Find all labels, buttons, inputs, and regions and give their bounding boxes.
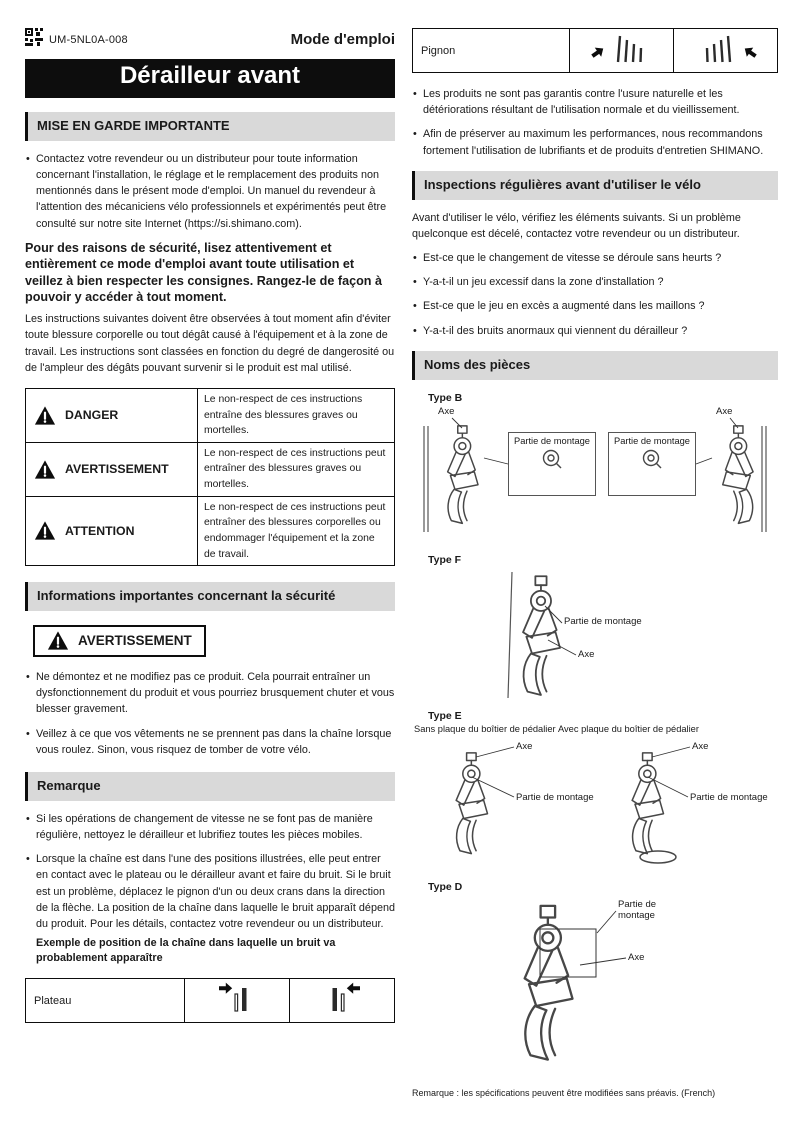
- remarque-bullet-text: Lorsque la chaîne est dans l'une des positions illustrées, elle peut entrer en contact avec le plateau ou le dérailleur avant et faire du bruit. Si le bruit est un problème, déplacez le pignon d'un ou deux crans dans la direction de la flèche. La position de la chaîne dans laquelle le bruit apparaît dépend du produit. Pour les détails, contactez votre revendeur ou un distributeur.: [36, 853, 395, 930]
- clamp-icon: [539, 447, 565, 473]
- avertissement-box-label: AVERTISSEMENT: [78, 633, 192, 648]
- mounting-part-box: [608, 432, 696, 496]
- section-mise-en-garde: MISE EN GARDE IMPORTANTE: [25, 112, 395, 141]
- mise-en-garde-bullet: • Contactez votre revendeur ou un distributeur pour toute information concernant l'installation, le réglage et le remplacement des produits non mentionnés dans le présent mode d'emploi. Un manuel du revendeur à l'attention des mécaniciens vélo professionnels et expérimentés peut être consulté sur notre site Internet (https://si.shimano.com).: [25, 151, 395, 232]
- pignon-example-cell-2: [674, 29, 778, 73]
- securite-bullets: [25, 669, 395, 758]
- inspection-bullet: • Est-ce que le jeu en excès a augmenté dans les maillons ?: [412, 298, 778, 314]
- mounting-part-label: Partie de montage: [514, 435, 590, 446]
- type-e-art: [412, 737, 778, 875]
- footer-note: Remarque : les spécifications peuvent être modifiées sans préavis. (French): [412, 1088, 716, 1098]
- type-e-subtitle-left: Sans plaque du boîtier de pédalier: [414, 723, 556, 734]
- remarque-bullets: [25, 811, 395, 967]
- inspection-bullet: • Y-a-t-il des bruits anormaux qui viennent du dérailleur ?: [412, 323, 778, 339]
- warranty-bullets: [412, 86, 778, 159]
- warning-triangle-icon: [34, 459, 56, 480]
- severity-label-cell: [26, 496, 198, 565]
- left-column: [25, 28, 395, 1023]
- inspection-bullet: • Y-a-t-il un jeu excessif dans la zone d'installation ?: [412, 274, 778, 290]
- type-e-diagram: [412, 737, 778, 875]
- mounting-part-label: Partie de montage: [516, 791, 594, 803]
- page-title: Dérailleur avant: [25, 59, 395, 98]
- warranty-bullet: • Afin de préserver au maximum les performances, nous recommandons fortement l'utilisation de lubrifiants et de produits d'entretien SHIMANO.: [412, 126, 778, 158]
- document-id: UM-5NL0A-008: [49, 33, 128, 46]
- type-d-art: [412, 895, 778, 1073]
- type-f-art: [412, 568, 778, 704]
- qr-code-icon: [25, 28, 43, 51]
- pignon-example-cell-1: [570, 29, 674, 73]
- securite-bullet: • Ne démontez et ne modifiez pas ce produit. Cela pourrait entraîner un dysfonctionnement du produit et vous pourriez brusquement chuter et vous blesser gravement.: [25, 669, 395, 718]
- cassette-diagram-icon: [586, 30, 658, 66]
- mise-en-garde-bullets: [25, 151, 395, 232]
- avertissement-box: [33, 625, 206, 657]
- severity-text-cell: Le non-respect de ces instructions entraîne des blessures graves ou mortelles.: [198, 389, 395, 443]
- type-f-diagram: [412, 568, 778, 704]
- severity-label: DANGER: [65, 408, 119, 423]
- section-noms-pieces: Noms des pièces: [412, 351, 778, 380]
- warning-triangle-icon: [47, 630, 69, 651]
- severity-row-attention: [26, 496, 395, 565]
- pignon-table: [412, 28, 778, 73]
- remarque-example-heading: Exemple de position de la chaîne dans laquelle un bruit va probablement apparaître: [36, 937, 336, 965]
- type-f-label: Type F: [428, 553, 462, 566]
- securite-bullet: • Veillez à ce que vos vêtements ne se prennent pas dans la chaîne lorsque vous roulez. Sinon, vous risquez de tomber de votre vélo.: [25, 726, 395, 758]
- severity-label-cell: [26, 442, 198, 496]
- type-e-subtitle-right: Avec plaque du boîtier de pédalier: [558, 723, 699, 734]
- plateau-row: [26, 979, 395, 1023]
- inspections-bullets: [412, 250, 778, 339]
- plateau-example-cell-1: [185, 979, 290, 1023]
- chainring-diagram-icon: [306, 981, 378, 1015]
- type-e-subtitles: [412, 724, 778, 737]
- axe-label: Axe: [716, 405, 733, 417]
- axe-label: Axe: [516, 740, 533, 752]
- remarque-bullet: • Si les opérations de changement de vitesse ne se font pas de manière régulière, nettoyez le dérailleur et lubrifiez toutes les pièces mobiles.: [25, 811, 395, 843]
- severity-table: [25, 388, 395, 566]
- mounting-part-label: Partie de montage: [564, 615, 642, 627]
- document-type: Mode d'emploi: [290, 31, 395, 48]
- severity-text-cell: Le non-respect de ces instructions peut entraîner des blessures graves ou mortelles.: [198, 442, 395, 496]
- pignon-label-cell: Pignon: [413, 29, 570, 73]
- type-d-label: Type D: [428, 880, 463, 893]
- severity-text-cell: Le non-respect de ces instructions peut entraîner des blessures corporelles ou endommager l'équipement et la zone de travail.: [198, 496, 395, 565]
- axe-label: Axe: [692, 740, 709, 752]
- clamp-icon: [639, 447, 665, 473]
- remarque-bullet: [25, 851, 395, 966]
- cassette-diagram-icon: [690, 30, 762, 66]
- section-informations-securite: Informations importantes concernant la sécurité: [25, 582, 395, 611]
- section-inspections: Inspections régulières avant d'utiliser le vélo: [412, 171, 778, 200]
- axe-label: Axe: [438, 405, 455, 417]
- warning-triangle-icon: [34, 405, 56, 426]
- severity-label-cell: [26, 389, 198, 443]
- plateau-table: [25, 978, 395, 1023]
- mounting-part-label: Partie de montage: [614, 435, 690, 446]
- severity-row-avertissement: [26, 442, 395, 496]
- axe-label: Axe: [578, 648, 595, 660]
- mounting-part-label: Partie de montage: [618, 898, 657, 922]
- inspections-intro: Avant d'utiliser le vélo, vérifiez les éléments suivants. Si un problème quelconque est décelé, contactez votre revendeur ou un distributeur.: [412, 211, 741, 240]
- mounting-part-box: [508, 432, 596, 496]
- axe-label: Axe: [628, 951, 645, 963]
- severity-label: ATTENTION: [65, 523, 135, 538]
- pignon-row: [413, 29, 778, 73]
- severity-row-danger: [26, 389, 395, 443]
- right-column: [412, 28, 778, 1073]
- severity-label: AVERTISSEMENT: [65, 462, 169, 477]
- chainring-diagram-icon: [201, 981, 273, 1015]
- type-e-label: Type E: [428, 709, 462, 722]
- plateau-label-cell: Plateau: [26, 979, 185, 1023]
- type-b-label: Type B: [428, 391, 463, 404]
- inspection-bullet: • Est-ce que le changement de vitesse se déroule sans heurts ?: [412, 250, 778, 266]
- type-b-diagram: [412, 406, 778, 546]
- section-remarque: Remarque: [25, 772, 395, 801]
- safety-intro-text: Les instructions suivantes doivent être observées à tout moment afin d'éviter toute blessure corporelle ou tout dégât causé à l'équipement et à la zone de travail. Les instructions sont classées en fonction du degré de dangerosité ou de l'ampleur des dégâts pouvant survenir si le produit est mal utilisé.: [25, 313, 395, 374]
- warranty-bullet: • Les produits ne sont pas garantis contre l'usure naturelle et les détériorations résultant de l'utilisation normale et du vieillissement.: [412, 86, 778, 118]
- document-header: [25, 28, 395, 51]
- mounting-part-label: Partie de montage: [690, 791, 768, 803]
- plateau-example-cell-2: [290, 979, 395, 1023]
- type-d-diagram: [412, 895, 778, 1073]
- safety-bold-note: Pour des raisons de sécurité, lisez attentivement et entièrement ce mode d'emploi avant toute utilisation et veillez à bien respecter les consignes. Rangez-le de façon à pouvoir y accéder à tout moment.: [25, 240, 382, 304]
- warning-triangle-icon: [34, 520, 56, 541]
